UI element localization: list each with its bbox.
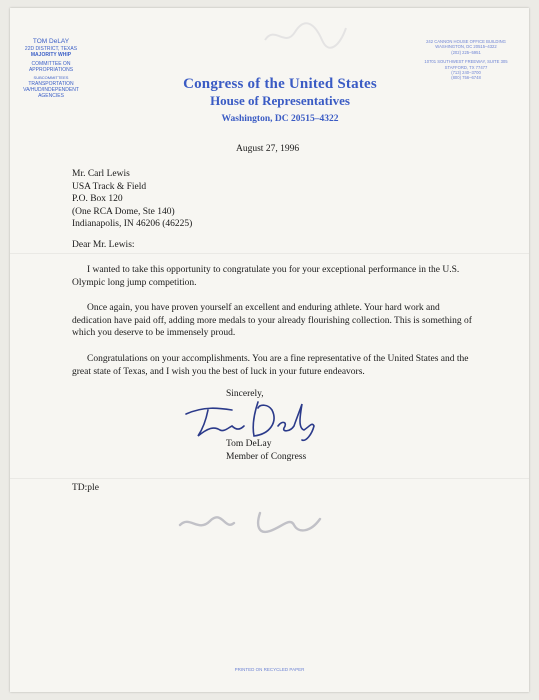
subcommittee-item: AGENCIES xyxy=(38,93,64,99)
letterhead-right xyxy=(418,39,514,81)
address-line: Indianapolis, IN 46206 (46225) xyxy=(72,219,193,230)
dc-office-line: 242 CANNON HOUSE OFFICE BUILDING xyxy=(426,39,506,44)
recycled-paper-note: PRINTED ON RECYCLED PAPER xyxy=(234,667,305,672)
committee-heading: COMMITTEE ON xyxy=(31,61,71,67)
district-office-line: STAFFORD, TX 77477 xyxy=(444,64,488,70)
subcommittee-heading: SUBCOMMITTEES xyxy=(33,75,69,80)
signature-block xyxy=(226,438,306,463)
fold-line xyxy=(10,253,529,254)
committee-name: APPROPRIATIONS xyxy=(28,67,74,73)
fold-line xyxy=(10,478,529,479)
address-line: Mr. Carl Lewis xyxy=(72,169,130,179)
paragraph-text: I wanted to take this opportunity to congratulate you for your exceptional performance in the U.S. Olympic long jump competition. xyxy=(72,265,460,288)
dc-office-line: WASHINGTON, DC 20515–4322 xyxy=(435,44,497,50)
role-label: MAJORITY WHIP xyxy=(30,52,72,58)
subcommittee-item: TRANSPORTATION xyxy=(28,81,74,87)
address-line: P.O. Box 120 xyxy=(72,194,123,205)
closing: Sincerely, xyxy=(226,389,264,399)
bleed-through-mark xyxy=(170,503,330,543)
representative-name: TOM DeLAY xyxy=(32,38,70,45)
bleed-through-mark xyxy=(260,20,350,50)
recipient-address xyxy=(72,168,192,231)
address-line: (One RCA Dome, Ste 140) xyxy=(72,206,175,217)
reference-initials: TD:ple xyxy=(72,483,99,493)
paragraph-text: Congratulations on your accomplishments. You are a fine representative of the United States and the great state of Texas, and I wish you the best of luck in your future endeavors. xyxy=(72,354,469,377)
letter-page xyxy=(10,8,529,692)
district-office-phone: (800) 756–6748 xyxy=(451,75,481,81)
dc-office-phone: (202) 225–5951 xyxy=(451,49,481,55)
body-paragraph xyxy=(72,264,477,289)
address-line: USA Track & Field xyxy=(72,181,147,192)
city-line: Washington, DC 20515–4322 xyxy=(221,114,339,124)
paragraph-text: Once again, you have proven yourself an excellent and enduring athlete. Your hard work and dedication have paid off, adding more medals to your already flourishing collection. This is something of which you deserve to be immensely proud. xyxy=(72,303,472,339)
salutation: Dear Mr. Lewis: xyxy=(72,240,135,250)
letterhead-center xyxy=(130,76,430,126)
signer-name: Tom DeLay xyxy=(226,439,272,449)
house-title: House of Representatives xyxy=(210,93,350,108)
body-paragraph xyxy=(72,302,477,340)
signer-title: Member of Congress xyxy=(226,451,307,462)
subcommittee-item: VA/HUD/INDEPENDENT xyxy=(23,87,79,93)
district-office-phone: (713) 240–3700 xyxy=(451,70,481,76)
district-office-line: 10701 SOUTHWEST FREEWAY, SUITE 305 xyxy=(424,59,508,65)
letter-date: August 27, 1996 xyxy=(236,144,300,154)
district-label: 22D DISTRICT, TEXAS xyxy=(24,46,78,52)
body-paragraph xyxy=(72,353,477,378)
congress-title: Congress of the United States xyxy=(183,76,377,92)
letterhead-left xyxy=(10,38,92,99)
